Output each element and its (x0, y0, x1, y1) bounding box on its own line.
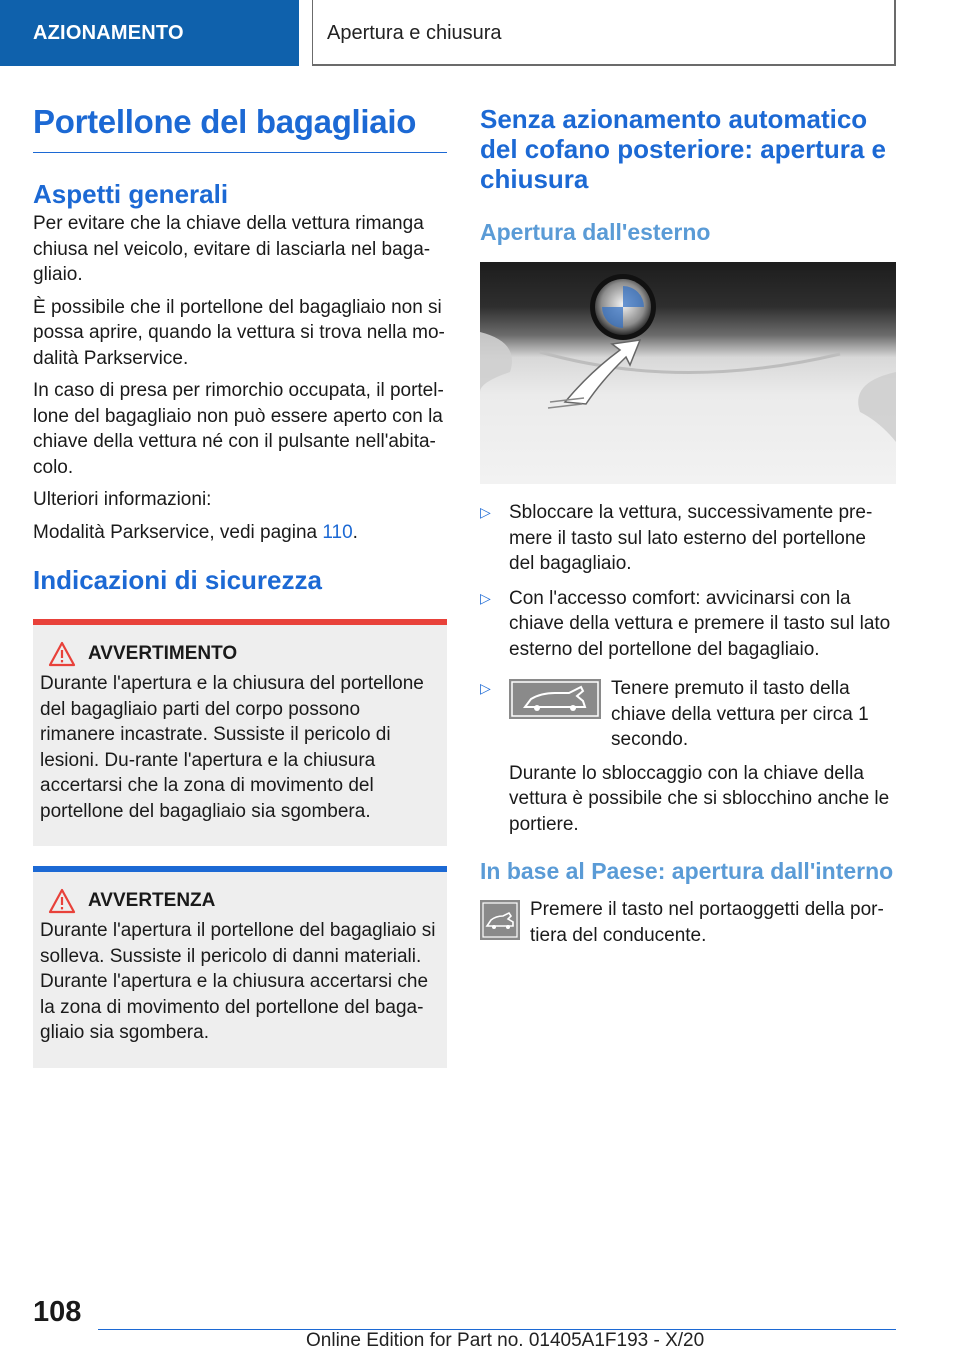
instruction-list (480, 500, 896, 837)
tailgate-key-button-icon (509, 679, 601, 719)
notice-text: Durante l'apertura il portellone del bagagliaio si solleva. Sussiste il pericolo di danni materiali. Durante l'apertura e la chiusura accertarsi che la zona di movimento del portellone del baga‐gliaio sia sgombera. (40, 920, 436, 1043)
tailgate-illustration (480, 262, 896, 484)
edition-note: Online Edition for Part no. 01405A1F193 - X/20 (306, 1330, 705, 1351)
warning-triangle-icon (48, 641, 76, 667)
warning-triangle-icon (48, 888, 76, 914)
warning-title-row (48, 637, 439, 671)
list-item (480, 676, 896, 837)
general-heading: Aspetti generali (33, 179, 229, 209)
general-paragraph-2: È possibile che il portellone del bagagliaio non si possa aprire, quando la vettura si trova nella mo‐dalità Parkservice. (33, 296, 445, 369)
bullet-followup: Durante lo sbloccaggio con la chiave della vettura è possibile che si sblocchino anche le portiere. (509, 762, 890, 835)
section-tab: AZIONAMENTO (0, 0, 299, 66)
notice-box (33, 866, 447, 1068)
general-paragraph-4: Ulteriori informazioni: (33, 489, 212, 510)
right-column (480, 100, 896, 948)
triangle-bullet-icon: ▷ (480, 589, 491, 606)
key-row (509, 676, 896, 753)
door-button-icon (480, 900, 520, 940)
bullet-text: Sbloccare la vettura, successivamente pre‐mere il tasto sul lato esterno del portellone del bagagliaio. (509, 502, 873, 574)
general-paragraph-3: In caso di presa per rimorchio occupata, il portel‐lone del bagagliaio non può essere aperto con la chiave della vettura né con il pulsante nell'abita‐colo. (33, 380, 444, 478)
tailgate-photo (480, 262, 896, 484)
general-paragraph-1: Per evitare che la chiave della vettura rimanga chiusa nel veicolo, evitare di lasciarla nel baga‐gliaio. (33, 213, 431, 285)
car-tailgate-icon (482, 902, 518, 938)
chapter-title: Apertura e chiusura (312, 0, 896, 66)
inside-row (480, 897, 896, 948)
bullet-text: Tenere premuto il tasto della chiave della vettura per circa 1 secondo. (611, 678, 869, 750)
bullet-body (509, 676, 896, 837)
notice-title: AVVERTENZA (88, 890, 216, 911)
bullet-text: Con l'accesso comfort: avvicinarsi con la chiave della vettura e premere il tasto sul lato esterno del portellone del bagagliaio. (509, 587, 891, 660)
warning-title: AVVERTIMENTO (88, 643, 238, 664)
triangle-bullet-icon: ▷ (480, 504, 491, 520)
subheading-outside: Apertura dall'esterno (480, 219, 711, 245)
warning-box (33, 619, 447, 846)
car-tailgate-open-icon (511, 681, 599, 717)
notice-title-row (48, 884, 439, 918)
triangle-bullet-icon: ▷ (480, 680, 491, 696)
list-item (480, 500, 896, 577)
subheading-inside: In base al Paese: apertura dall'interno (480, 858, 894, 884)
page-title: Portellone del bagagliaio (33, 100, 447, 153)
warning-text: Durante l'apertura e la chiusura del portellone del bagagliaio parti del corpo possono rimanere incastrate. Sussiste il pericolo di lesioni. Du‐rante l'apertura e la chiusura accertarsi che la zona di movimento del portellone del bagagliaio sia sgombera. (40, 673, 424, 822)
section-heading: Senza azionamento automatico del cofano posteriore: apertura e chiusura (480, 104, 886, 194)
page-link[interactable]: 110 (322, 521, 353, 543)
parkservice-ref-end: . (352, 521, 358, 543)
parkservice-ref-text: Modalità Parkservice, vedi pagina (33, 521, 323, 543)
general-paragraph-5 (33, 520, 447, 546)
safety-heading: Indicazioni di sicurezza (33, 565, 322, 595)
left-column (33, 100, 447, 1068)
page-number: 108 (33, 1296, 82, 1328)
list-item (480, 586, 896, 663)
inside-text: Premere il tasto nel portaoggetti della por‐tiera del conducente. (530, 899, 884, 946)
